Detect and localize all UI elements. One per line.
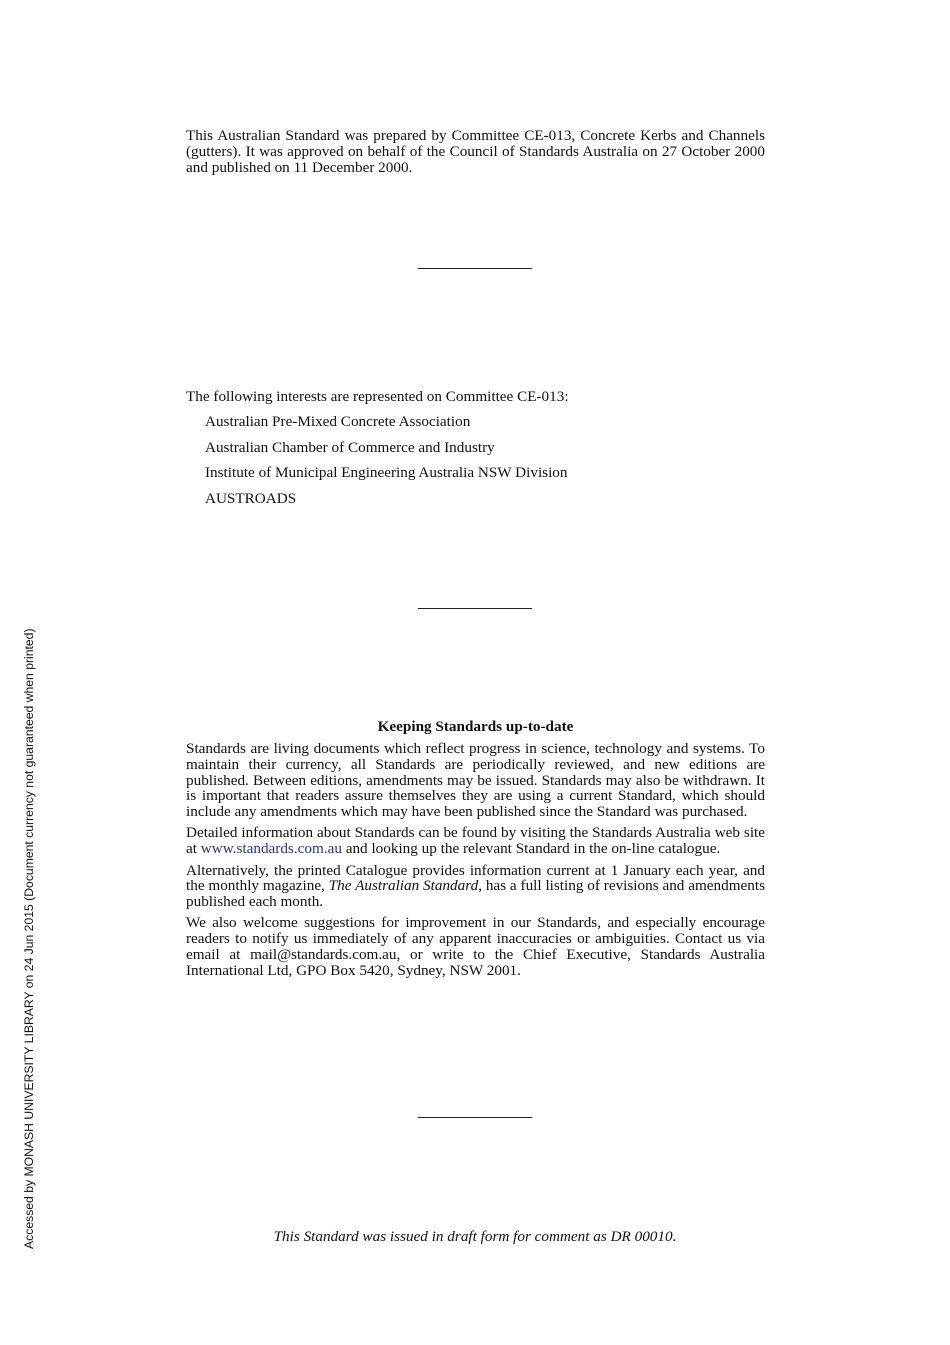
paragraph: Standards are living documents which reflect progress in science, technology and systems. To maintain their currency, all Standards are periodically reviewed, and new editions are published. Between editions, amendments may be issued. Standards may also be withdrawn. It is important that readers assure themselves they are using a current Standard, which should include any amendments which may have been published since the Standard was purchased. <box>186 740 765 821</box>
website-link[interactable]: www.standards.com.au <box>200 840 342 858</box>
magazine-title: The Australian Standard <box>328 877 479 895</box>
paragraph: We also welcome suggestions for improvement in our Standards, and especially encourage readers to notify us immediately of any apparent inaccuracies or ambiguities. Contact us via email at mail@standards.com.au, or write to the Chief Executive, Standards Australia International Ltd, GPO Box 5420, Sydney, NSW 2001. <box>186 914 765 979</box>
paragraph-text: , has a full listing of revisions and amendments published each month. <box>186 877 765 911</box>
list-item: Australian Chamber of Commerce and Industry <box>205 438 495 456</box>
list-item: AUSTROADS <box>205 489 297 507</box>
list-item: Australian Pre-Mixed Concrete Association <box>205 413 471 430</box>
paragraph-text: Alternatively, the printed Catalogue provides information current at 1 January each year, and the monthly magazine, <box>186 861 765 895</box>
paragraph-text: and looking up the relevant Standard in the on-line catalogue. <box>341 840 721 858</box>
list-item: Institute of Municipal Engineering Australia NSW Division <box>205 464 568 482</box>
divider-rule <box>418 1117 532 1118</box>
paragraph <box>186 825 765 857</box>
paragraph <box>186 863 765 910</box>
divider-rule <box>418 268 532 269</box>
divider-rule <box>418 608 532 609</box>
keeping-standards-section <box>186 741 765 984</box>
access-watermark: Accessed by MONASH UNIVERSITY LIBRARY on 24 Jun 2015 (Document currency not guaranteed when printed) <box>22 628 36 1249</box>
paragraph-text: Detailed information about Standards can be found by visiting the Standards Australia web site at <box>186 824 765 858</box>
draft-note: This Standard was issued in draft form for comment as DR 00010. <box>273 1228 677 1245</box>
committee-interests-intro: The following interests are represented on Committee CE-013: <box>186 388 569 405</box>
preparation-statement: This Australian Standard was prepared by Committee CE-013, Concrete Kerbs and Channels (gutters). It was approved on behalf of the Council of Standards Australia on 27 October 2000 and published on 11 December 2000. <box>186 127 765 176</box>
section-heading: Keeping Standards up-to-date <box>377 718 574 735</box>
committee-interests-list <box>205 414 567 516</box>
